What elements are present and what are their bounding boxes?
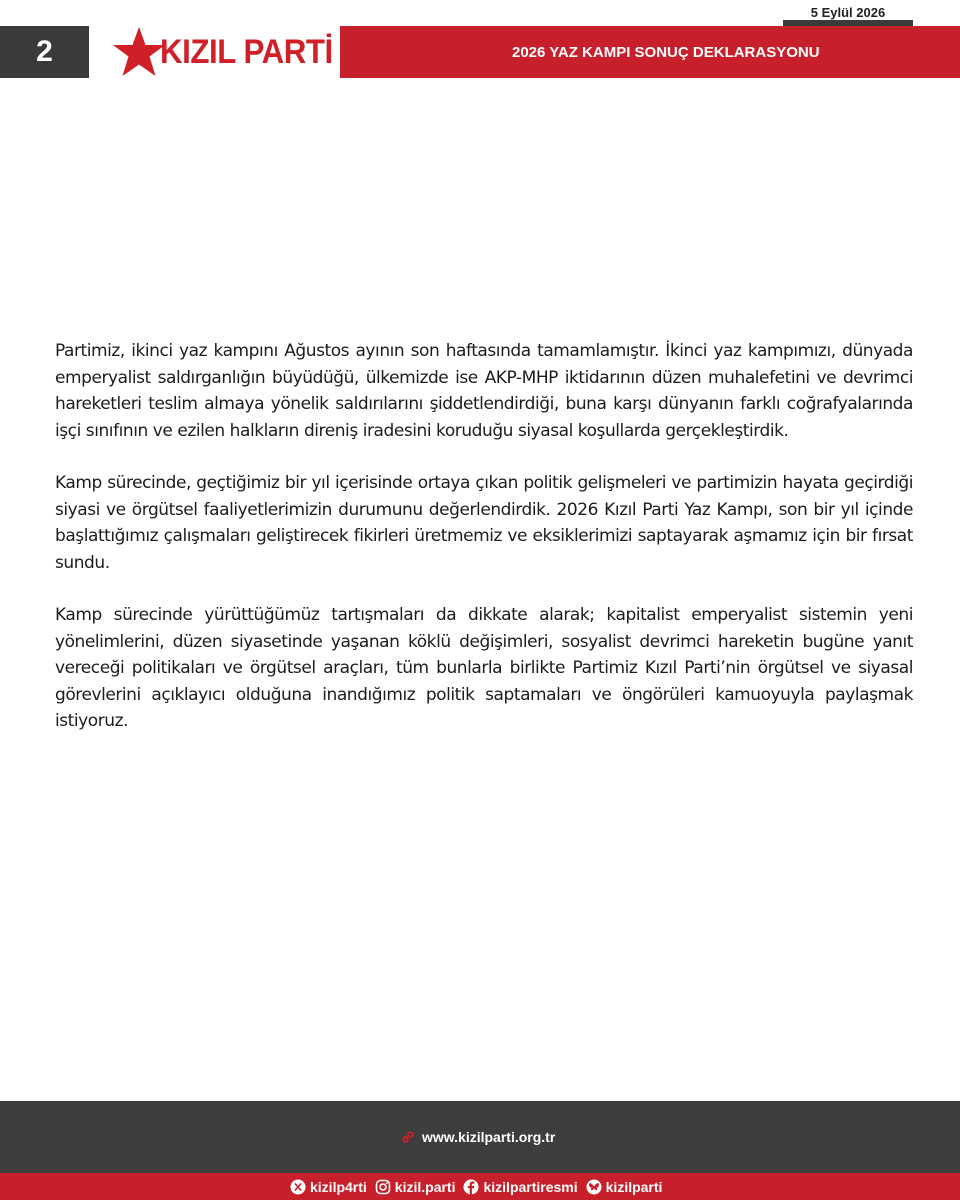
logo-text: KIZIL PARTİ — [160, 32, 333, 71]
link-icon — [400, 1129, 416, 1145]
social-handle: kizilparti — [605, 1179, 663, 1195]
document-title: 2026 YAZ KAMPI SONUÇ DEKLARASYONU — [512, 43, 820, 61]
page-number: 2 — [0, 26, 89, 78]
social-bluesky[interactable] — [586, 1179, 663, 1195]
social-facebook[interactable] — [463, 1179, 577, 1195]
paragraph: Kamp sürecinde, geçtiğimiz bir yıl içerisinde ortaya çıkan politik gelişmeleri ve partimizin hayata geçirdiği siyasi ve örgütsel faaliyetlerimizin durumunu değerlendirdik. 2026 Kızıl Parti Yaz Kampı, son bir yıl içinde başlattığımız çalışmaları geliştirecek fikirleri üretmemiz ve eksiklerimizi saptayarak aşmamız için bir fırsat sundu. — [55, 473, 913, 573]
instagram-icon — [375, 1179, 391, 1195]
facebook-icon — [463, 1179, 479, 1195]
social-x[interactable] — [290, 1179, 367, 1195]
social-handle: kizil.parti — [394, 1179, 456, 1195]
red-star-icon — [112, 26, 166, 78]
website-url: www.kizilparti.org.tr — [422, 1129, 556, 1145]
paragraph: Partimiz, ikinci yaz kampını Ağustos ayının son haftasında tamamlamıştır. İkinci yaz kampımızı, dünyada emperyalist saldırganlığın büyüdüğü, ülkemizde ise AKP-MHP iktidarının düzen muhalefetini ve devrimci hareketleri teslim almaya yönelik saldırılarını şiddetlendirdiği, buna karşı dünyanın farklı coğrafyalarında işçi sınıfının ve ezilen halkların direniş iradesini koruduğu siyasal koşullarda gerçekleştirdik. — [55, 341, 913, 441]
document-body — [55, 338, 913, 761]
x-icon — [290, 1179, 306, 1195]
bluesky-icon — [586, 1179, 602, 1195]
social-handle: kizilpartiresmi — [483, 1179, 578, 1195]
social-handle: kizilp4rti — [310, 1179, 367, 1195]
party-logo — [112, 26, 333, 78]
website-link[interactable] — [400, 1126, 555, 1148]
paragraph: Kamp sürecinde yürüttüğümüz tartışmaları da dikkate alarak; kapitalist emperyalist sistemin yeni yönelimlerini, düzen siyasetinde yaşanan köklü değişimleri, sosyalist devrimci hareketin bugüne yanıt vereceği politikaları ve örgütsel araçları, tüm bunlarla birlikte Partimiz Kızıl Parti’nin örgütsel ve siyasal görevlerini açıklayıcı olduğuna inandığımız politik saptamaları ve öngörüleri kamuoyuyla paylaşmak istiyoruz. — [55, 605, 913, 731]
social-instagram[interactable] — [375, 1179, 456, 1195]
date-label: 5 Eylül 2026 — [810, 4, 886, 20]
document-title-bar — [340, 26, 960, 78]
social-links — [290, 1176, 662, 1198]
